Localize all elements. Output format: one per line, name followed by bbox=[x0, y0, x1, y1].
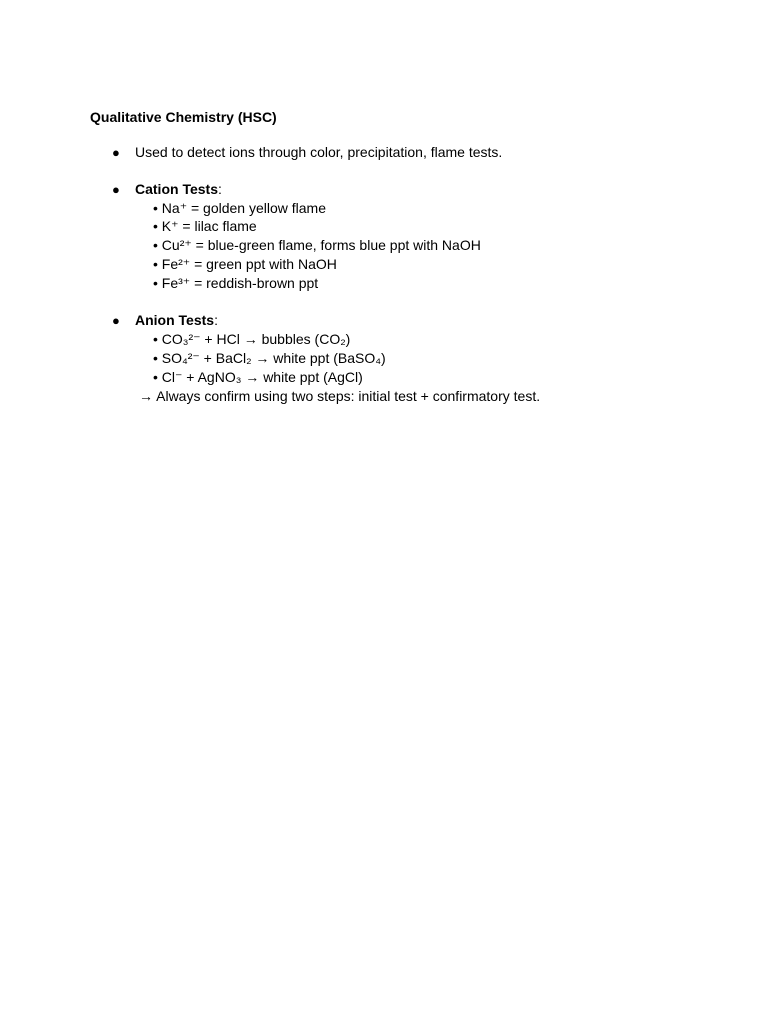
bullet-anion-tests bbox=[112, 311, 218, 330]
bullet-cation-tests bbox=[112, 180, 222, 199]
cation-tests-colon: : bbox=[217, 181, 222, 197]
cation-test-item: • Cu²⁺ = blue-green flame, forms blue ppt with NaOH bbox=[153, 237, 481, 253]
anion-test-item: • Cl⁻ + AgNO₃ → white ppt (AgCl) bbox=[153, 369, 363, 385]
confirmation-note: → Always confirm using two steps: initial test + confirmatory test. bbox=[139, 388, 541, 404]
bullet-intro bbox=[112, 143, 502, 162]
cation-tests-heading: Cation Tests bbox=[135, 181, 218, 197]
cation-test-item: • Fe³⁺ = reddish-brown ppt bbox=[153, 275, 319, 291]
bullet-marker: ● bbox=[112, 145, 120, 160]
anion-tests-heading: Anion Tests bbox=[135, 312, 215, 328]
document-title: Qualitative Chemistry (HSC) bbox=[90, 109, 277, 125]
anion-tests-colon: : bbox=[214, 312, 218, 328]
cation-test-item: • Na⁺ = golden yellow flame bbox=[153, 200, 326, 216]
anion-test-item: • CO₃²⁻ + HCl → bubbles (CO₂) bbox=[153, 331, 351, 347]
cation-test-item: • K⁺ = lilac flame bbox=[153, 218, 257, 234]
bullet-intro-text: Used to detect ions through color, precipitation, flame tests. bbox=[135, 144, 503, 160]
cation-test-item: • Fe²⁺ = green ppt with NaOH bbox=[153, 256, 337, 272]
bullet-marker: ● bbox=[112, 313, 120, 328]
bullet-marker: ● bbox=[112, 182, 120, 197]
anion-test-item: • SO₄²⁻ + BaCl₂ → white ppt (BaSO₄) bbox=[153, 350, 386, 366]
